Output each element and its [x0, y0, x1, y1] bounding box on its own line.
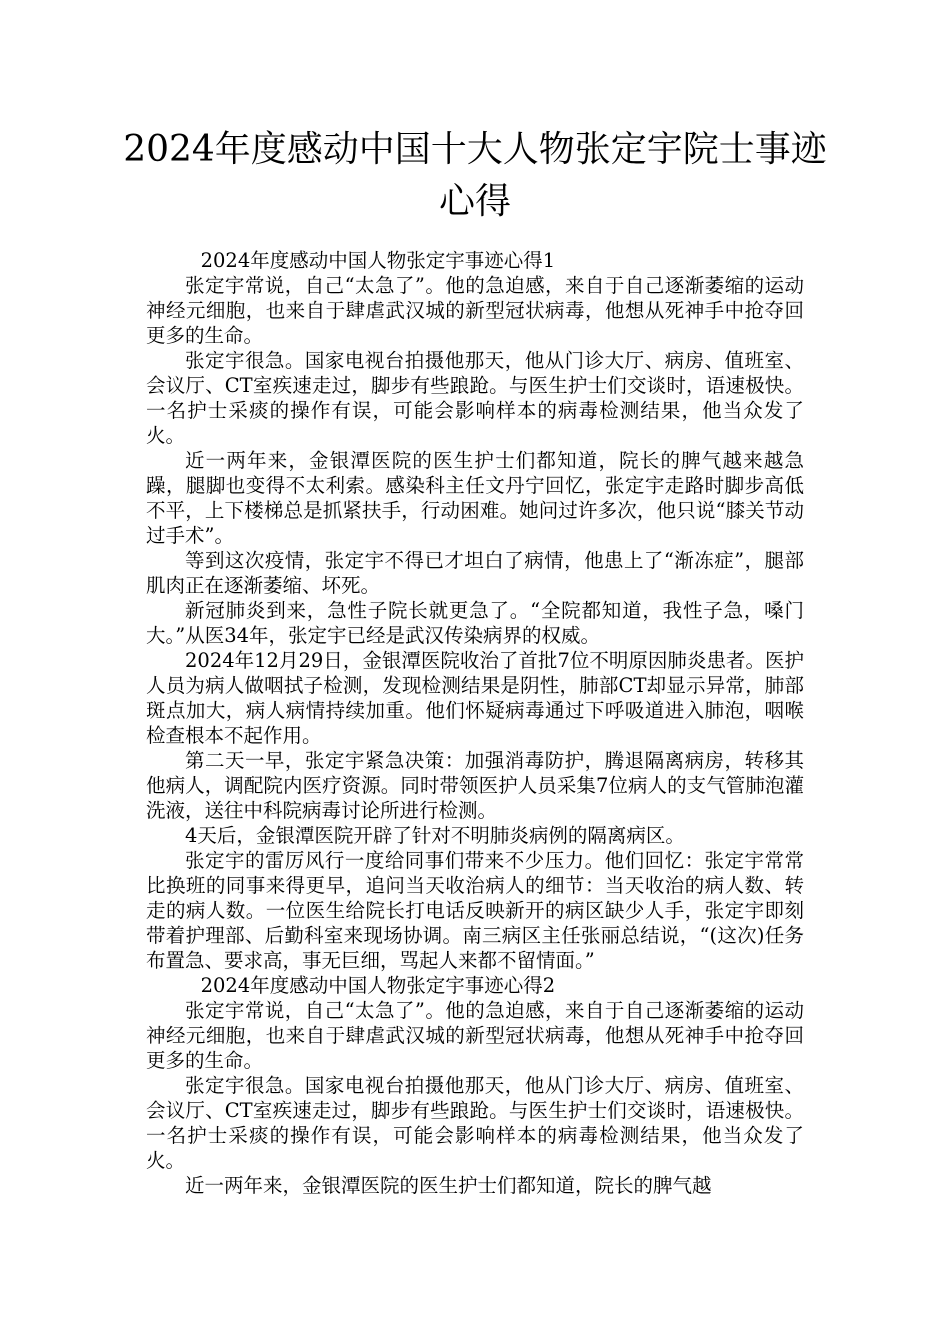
paragraph: 张定宇常说，自己“太急了”。他的急迫感，来自于自己逐渐萎缩的运动神经元细胞，也来自于肆虐武汉城的新型冠状病毒，他想从死神手中抢夺回更多的生命。: [146, 274, 804, 347]
paragraph: 4天后，金银潭医院开辟了针对不明肺炎病例的隔离病区。: [185, 824, 685, 847]
paragraph: 2024年12月29日，金银潭医院收治了首批7位不明原因肺炎患者。医护人员为病人做咽拭子检测，发现检测结果是阴性，肺部CT却显示异常，肺部斑点加大，病人病情持续加重。他们怀疑病毒通过下呼吸道进入肺泡，咽喉检查根本不起作用。: [146, 649, 804, 747]
document-title: 2024年度感动中国十大人物张定宇院士事迹心得: [123, 129, 827, 222]
paragraph: 新冠肺炎到来，急性子院长就更急了。“全院都知道，我性子急，嗓门大。”从医34年，张定宇已经是武汉传染病界的权威。: [146, 599, 804, 647]
paragraph: 近一两年来，金银潭医院的医生护士们都知道，院长的脾气越: [185, 1174, 712, 1197]
paragraph: 等到这次疫情，张定宇不得已才坦白了病情，他患上了“渐冻症”，腿部肌肉正在逐渐萎缩、坏死。: [146, 549, 804, 597]
paragraph: 张定宇的雷厉风行一度给同事们带来不少压力。他们回忆：张定宇常常比换班的同事来得更早，追问当天收治病人的细节：当天收治的病人数、转走的病人数。一位医生给院长打电话反映新开的病区缺少人手，张定宇即刻带着护理部、后勤科室来现场协调。南三病区主任张丽总结说，“(这次)任务布置急、要求高，事无巨细，骂起人来都不留情面。”: [146, 849, 804, 972]
paragraph: 第二天一早，张定宇紧急决策：加强消毒防护，腾退隔离病房，转移其他病人，调配院内医疗资源。同时带领医护人员采集7位病人的支气管肺泡灌洗液，送往中科院病毒讨论所进行检测。: [146, 749, 804, 822]
paragraph: 近一两年来，金银潭医院的医生护士们都知道，院长的脾气越来越急躁，腿脚也变得不太利索。感染科主任文丹宁回忆，张定宇走路时脚步高低不平，上下楼梯总是抓紧扶手，行动困难。她问过许多次，他只说“膝关节动过手术”。: [146, 449, 804, 547]
paragraph: 张定宇很急。国家电视台拍摄他那天，他从门诊大厅、病房、值班室、会议厅、CT室疾速走过，脚步有些踉跄。与医生护士们交谈时，语速极快。一名护士采痰的操作有误，可能会影响样本的病毒检测结果，他当众发了火。: [146, 1074, 804, 1172]
section-heading: 2024年度感动中国人物张定宇事迹心得1: [200, 249, 556, 272]
section-heading: 2024年度感动中国人物张定宇事迹心得2: [200, 974, 556, 997]
paragraph: 张定宇很急。国家电视台拍摄他那天，他从门诊大厅、病房、值班室、会议厅、CT室疾速走过，脚步有些踉跄。与医生护士们交谈时，语速极快。一名护士采痰的操作有误，可能会影响样本的病毒检测结果，他当众发了火。: [146, 349, 804, 447]
paragraph: 张定宇常说，自己“太急了”。他的急迫感，来自于自己逐渐萎缩的运动神经元细胞，也来自于肆虐武汉城的新型冠状病毒，他想从死神手中抢夺回更多的生命。: [146, 999, 804, 1072]
document-body: [146, 248, 804, 1198]
